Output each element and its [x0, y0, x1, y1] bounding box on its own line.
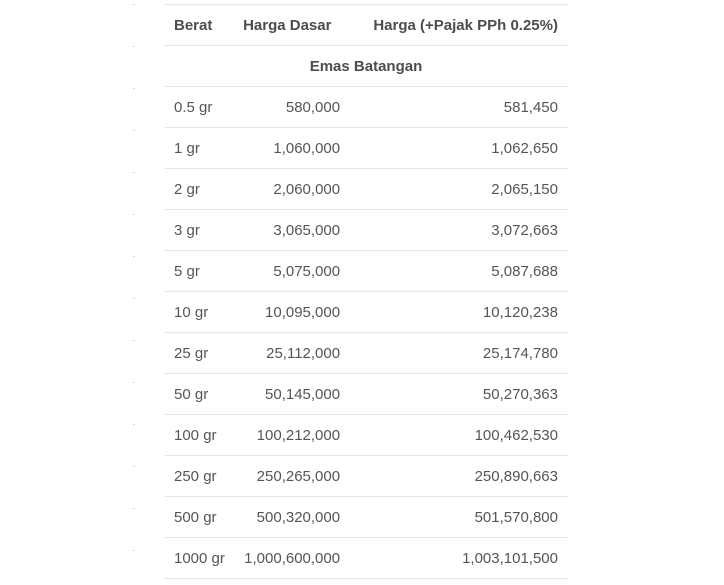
base-price-cell: 5,075,000	[233, 251, 350, 292]
price-with-tax-cell: 581,450	[350, 87, 568, 128]
weight-cell: 50 gr	[164, 374, 233, 415]
table-row	[164, 538, 568, 579]
table-row	[164, 333, 568, 374]
section-row	[164, 46, 568, 87]
price-with-tax-cell: 5,087,688	[350, 251, 568, 292]
table-row	[164, 415, 568, 456]
base-price-cell: 100,212,000	[233, 415, 350, 456]
weight-cell: 500 gr	[164, 497, 233, 538]
weight-cell: 0.5 gr	[164, 87, 233, 128]
base-price-cell: 10,095,000	[233, 292, 350, 333]
header-weight: Berat	[164, 5, 233, 46]
header-base-price: Harga Dasar	[233, 5, 350, 46]
table-row	[164, 292, 568, 333]
price-with-tax-cell: 250,890,663	[350, 456, 568, 497]
gutter-tick	[133, 46, 135, 47]
weight-cell: 250 gr	[164, 456, 233, 497]
base-price-cell: 500,320,000	[233, 497, 350, 538]
gutter-tick	[133, 298, 135, 299]
weight-cell: 10 gr	[164, 292, 233, 333]
gutter-tick	[133, 130, 135, 131]
gutter-tick	[133, 256, 135, 257]
gutter-tick	[133, 172, 135, 173]
table-row	[164, 456, 568, 497]
gold-price-table	[164, 4, 568, 579]
gutter-tick	[133, 466, 135, 467]
gutter-tick	[133, 214, 135, 215]
price-with-tax-cell: 50,270,363	[350, 374, 568, 415]
price-with-tax-cell: 1,003,101,500	[350, 538, 568, 579]
header-price-with-tax: Harga (+Pajak PPh 0.25%)	[350, 5, 568, 46]
base-price-cell: 1,060,000	[233, 128, 350, 169]
table-row	[164, 210, 568, 251]
base-price-cell: 1,000,600,000	[233, 538, 350, 579]
price-with-tax-cell: 100,462,530	[350, 415, 568, 456]
weight-cell: 1000 gr	[164, 538, 233, 579]
section-title: Emas Batangan	[164, 46, 568, 87]
price-with-tax-cell: 3,072,663	[350, 210, 568, 251]
table-row	[164, 251, 568, 292]
weight-cell: 2 gr	[164, 169, 233, 210]
table-row	[164, 169, 568, 210]
base-price-cell: 3,065,000	[233, 210, 350, 251]
price-with-tax-cell: 10,120,238	[350, 292, 568, 333]
gutter-tick	[133, 550, 135, 551]
gutter-tick	[133, 88, 135, 89]
table-row	[164, 374, 568, 415]
price-with-tax-cell: 501,570,800	[350, 497, 568, 538]
table-row	[164, 128, 568, 169]
price-with-tax-cell: 25,174,780	[350, 333, 568, 374]
price-with-tax-cell: 2,065,150	[350, 169, 568, 210]
gutter-tick	[133, 382, 135, 383]
weight-cell: 3 gr	[164, 210, 233, 251]
table-header-row	[164, 5, 568, 46]
base-price-cell: 2,060,000	[233, 169, 350, 210]
base-price-cell: 50,145,000	[233, 374, 350, 415]
price-with-tax-cell: 1,062,650	[350, 128, 568, 169]
weight-cell: 25 gr	[164, 333, 233, 374]
left-gutter	[0, 0, 140, 585]
base-price-cell: 250,265,000	[233, 456, 350, 497]
weight-cell: 5 gr	[164, 251, 233, 292]
gutter-tick	[133, 4, 135, 5]
weight-cell: 1 gr	[164, 128, 233, 169]
gutter-tick	[133, 508, 135, 509]
gutter-tick	[133, 424, 135, 425]
table-body	[164, 46, 568, 579]
weight-cell: 100 gr	[164, 415, 233, 456]
base-price-cell: 25,112,000	[233, 333, 350, 374]
gutter-tick	[133, 340, 135, 341]
base-price-cell: 580,000	[233, 87, 350, 128]
table-row	[164, 497, 568, 538]
table-row	[164, 87, 568, 128]
